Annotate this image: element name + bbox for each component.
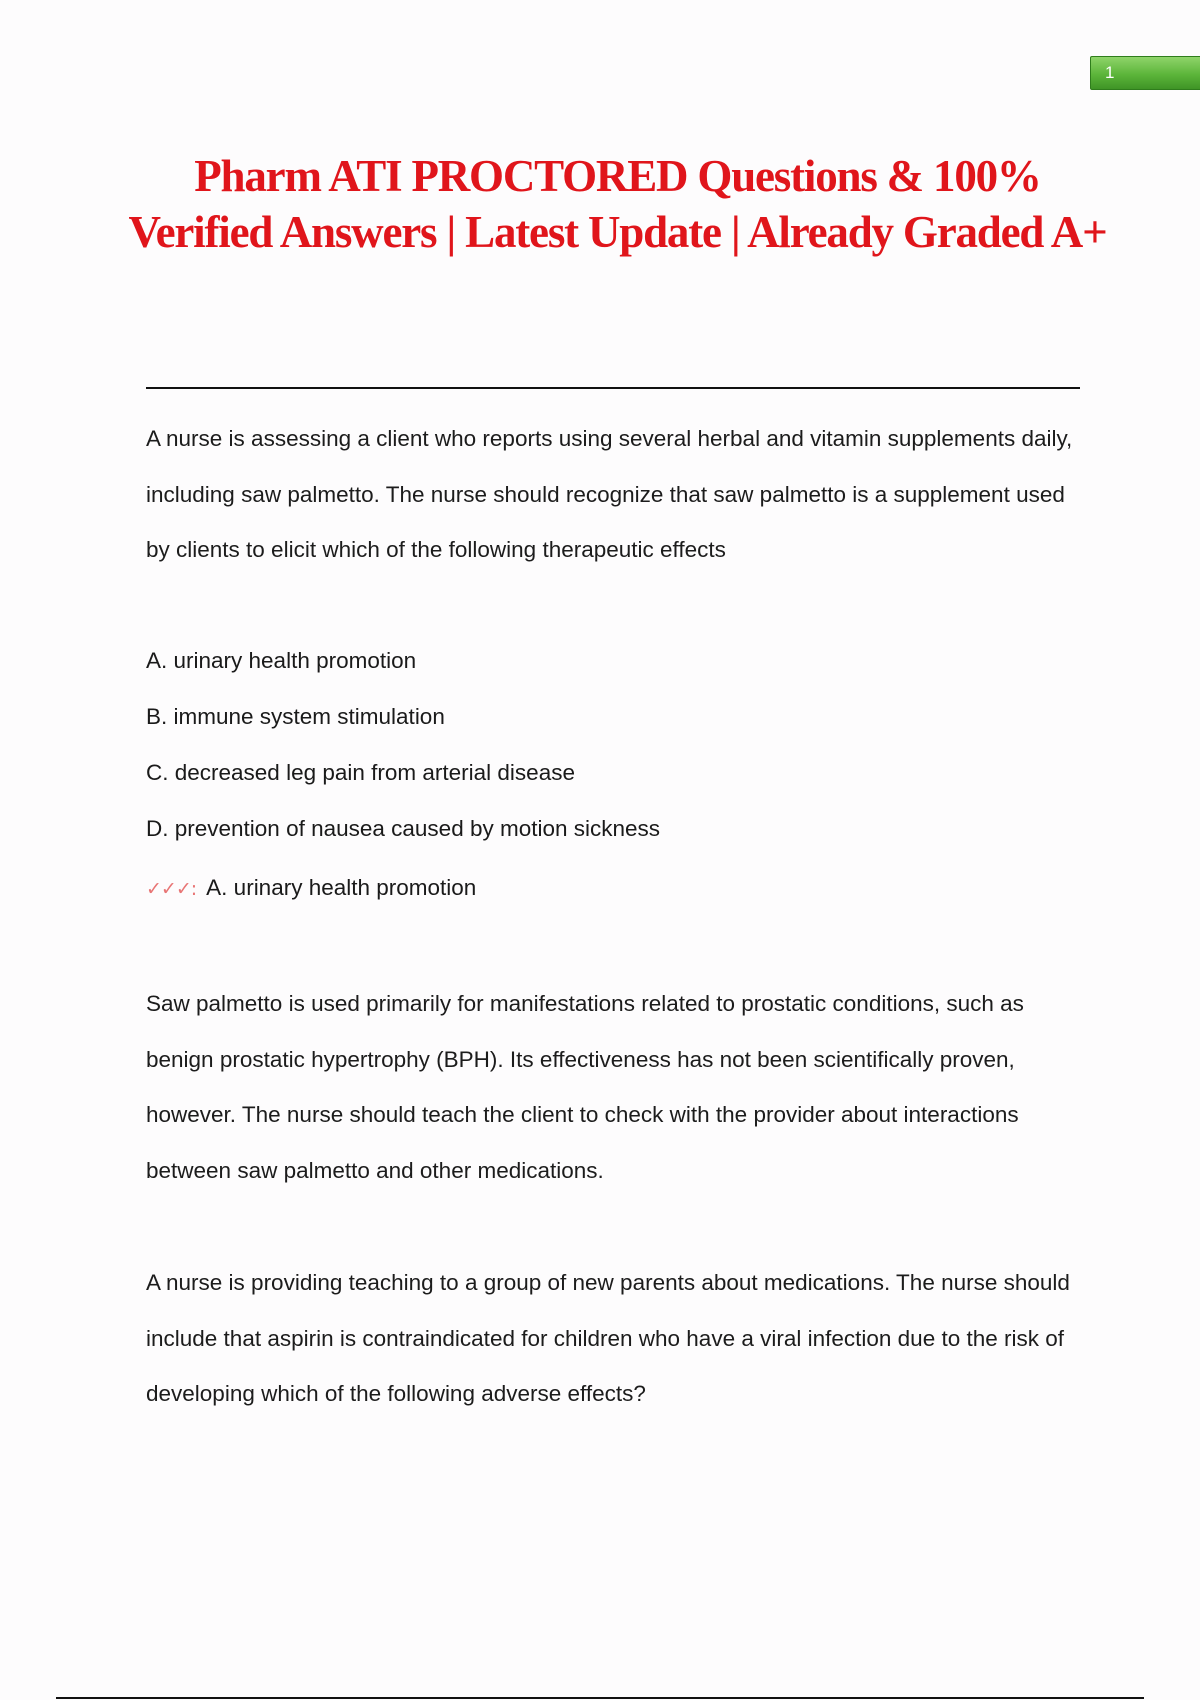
option-b: B. immune system stimulation: [146, 704, 445, 729]
question-1-explanation: Saw palmetto is used primarily for manifestations related to prostatic conditions, such as benign prostatic hypertrophy (BPH). Its effectiveness has not been scientifically proven, however. The nurse should teach the client to check with the provider about interactions between saw palmetto and other medications.: [146, 991, 1024, 1183]
document-title: Pharm ATI PROCTORED Questions & 100% Verified Answers | Latest Update | Already Graded A+: [128, 151, 1107, 257]
check-marks-icon: ✓✓✓:: [146, 878, 197, 900]
option-d: D. prevention of nausea caused by motion sickness: [146, 816, 661, 841]
answer-text: A. urinary health promotion: [206, 875, 477, 900]
question-1-answer: [146, 860, 476, 917]
question-1-text: A nurse is assessing a client who reports using several herbal and vitamin supplements daily, including saw palmetto. The nurse should recognize that saw palmetto is a supplement used by clients to elicit which of the following therapeutic effects: [146, 426, 1073, 562]
title-divider: [146, 387, 1080, 389]
footer-divider: [56, 1697, 1144, 1699]
option-c: C. decreased leg pain from arterial disease: [146, 760, 575, 785]
page-number-tab: [1090, 56, 1200, 90]
question-2-text: A nurse is providing teaching to a group of new parents about medications. The nurse should include that aspirin is contraindicated for children who have a viral infection due to the risk of developing which of the following adverse effects?: [146, 1270, 1070, 1406]
question-1-options: [146, 633, 1046, 857]
page-number: 1: [1105, 63, 1115, 82]
option-a: A. urinary health promotion: [146, 648, 417, 673]
